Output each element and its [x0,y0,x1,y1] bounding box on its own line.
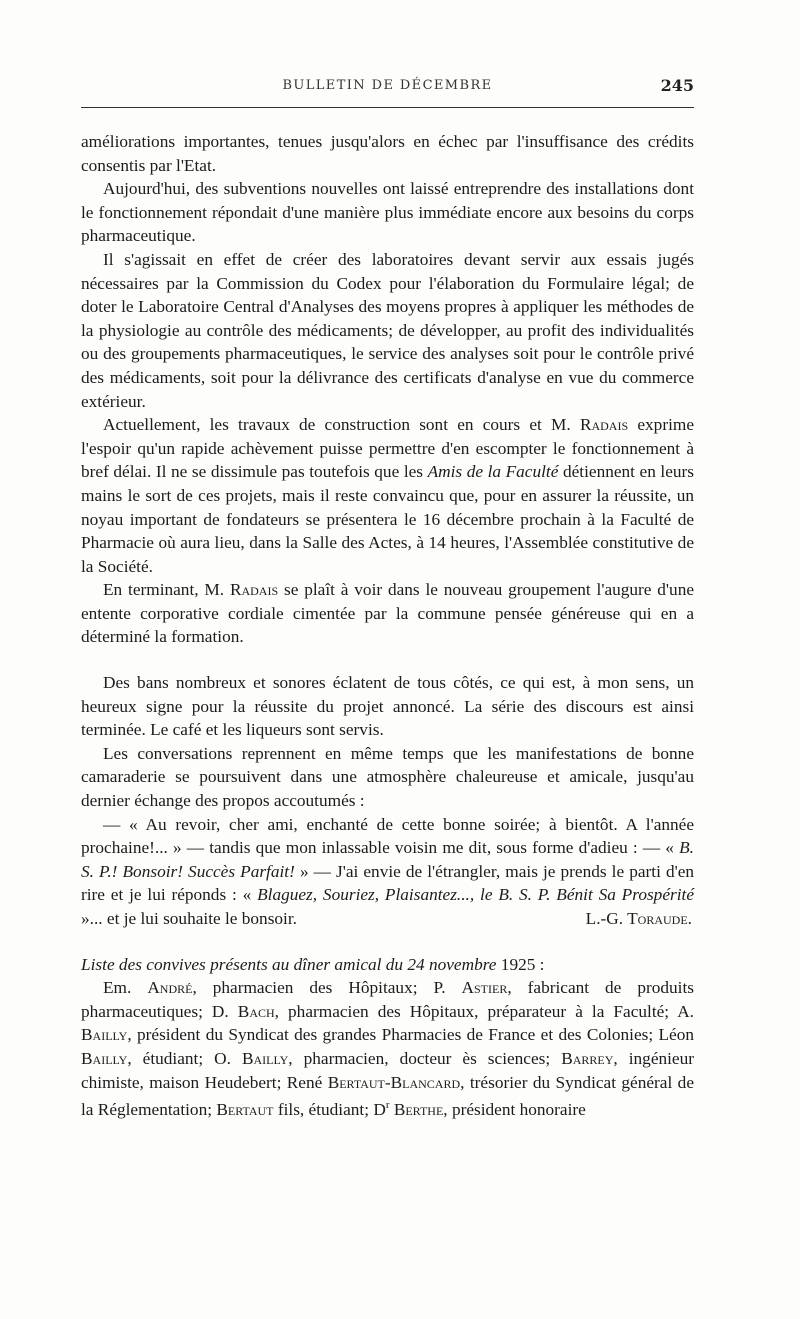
guest-list-text: , pharmacien, docteur ès sciences; [288,1048,562,1068]
paragraph-text: »... et je lui souhaite le bonsoir. [81,909,297,928]
paragraph-text: » — J'ai envie de l'étrangler, mais je prends le parti d'en rire et je lui réponds : « [81,861,695,905]
paragraph-text: Actuellement, les travaux de construction sont en cours et M. [103,415,571,435]
guest-list-text: , président du Syndicat des grandes Pharmacies de France et des Colonies; Léon [127,1025,694,1045]
guest-list-caption [81,953,694,977]
caption-year: 1925 : [500,954,545,974]
italic-text: B. S. P.! Bonsoir! Succès Parfait! [81,838,694,881]
paragraph-text: Il s'agissait en effet de créer des laboratoires devant servir aux essais jugés nécessaires par la Commission du Codex pour l'élaboration du Formulaire légal; de doter le Laboratoire Central d'Analyses des moyens propres à appliquer les méthodes de la physiologie au contrôle des médicaments; de développer, au profit des individualités ou des groupements pharmaceutiques, le service des analyses soit pour le contrôle privé des médicaments, soit pour la délivrance des certificats d'analyse en vue du commerce extérieur. [81,249,694,411]
paragraph [81,177,694,248]
guest-name: Berthe [393,1099,444,1119]
paragraph [81,742,694,813]
guest-list [81,976,694,1121]
italic-text: Blaguez, Souriez, Plaisantez..., le B. S. P. Bénit Sa Prospérité [257,885,694,905]
page-header [81,76,694,100]
paragraph-text: — « Au revoir, cher ami, enchanté de cette bonne soirée; à bientôt. A l'année prochaine!... » — tandis que mon inlassable voisin me dit, sous forme d'adieu : — « [81,814,694,858]
superscript: r [385,1099,390,1112]
paragraph [81,248,694,413]
guest-list-text: , étudiant; O. [127,1048,242,1068]
paragraph [81,578,694,649]
paragraph-text: Les conversations reprennent en même temps que les manifestations de bonne camaraderie se poursuivent dans une atmosphère chaleureuse et amicale, jusqu'au dernier échange des propos accoutumés : [81,743,694,811]
italic-text: Amis de la Faculté [427,462,559,482]
paragraph-text: Des bans nombreux et sonores éclatent de tous côtés, ce qui est, à mon sens, un heureux signe pour la réussite du projet annoncé. La série des discours est ainsi terminée. Le café et les liqueurs sont servis. [81,673,694,740]
paragraph-text: se plaît à voir dans le nouveau groupement l'augure d'une entente corporative cordiale cimentée par la commune pensée généreuse qui en a déterminé la formation. [81,580,695,647]
guest-list-text: , ingénieur chimiste, maison Heudebert; René [81,1048,694,1092]
header-rule [81,107,694,108]
caption-text: Liste des convives présents au dîner amical du 24 novembre [81,954,497,974]
guest-list-text: , président honoraire [443,1099,586,1119]
paragraph [81,413,694,578]
paragraph-text: détiennent en leurs mains le sort de ces projets, mais il reste convaincu que, pour en assurer la réussite, un noyau important de fondateurs se présentera le 16 décembre prochain à la Faculté de Pharmacie où aura lieu, dans la Salle des Actes, à 14 heures, l'Assemblée constitutive de la Société. [81,462,695,576]
guest-name: Bailly [81,1025,128,1045]
guest-list-text: , pharmacien des Hôpitaux, préparateur à la Faculté; A. [274,1001,694,1021]
paragraph-text: améliorations importantes, tenues jusqu'alors en échec par l'insuffisance des crédits consentis par l'Etat. [81,132,694,175]
section-gap [81,649,694,671]
paragraph [81,671,694,742]
person-name: Radais [579,415,629,435]
guest-name: Barrey [561,1048,614,1068]
page-number: 245 [660,76,694,95]
guest-list-text: , fabricant de produits pharmaceutiques; D. [81,978,694,1021]
body-text [81,130,694,1122]
paragraph [81,130,694,177]
guest-name: André [147,978,193,998]
signature: L.-G. Toraude. [585,909,692,928]
guest-name: Bailly [241,1048,289,1068]
guest-list-text: Em. [103,978,148,998]
guest-name: Bach [237,1001,275,1021]
paragraph-text: exprime l'espoir qu'un rapide achèvement puisse permettre d'en escompter le fonctionnement à bref délai. Il ne se dissimule pas toutefois que les [81,415,694,482]
guest-list-text: fils, étudiant; D [273,1099,386,1119]
paragraph-text: En terminant, M. [103,580,225,600]
guest-list-text: , trésorier du Syndicat général de la Réglementation; [81,1072,694,1119]
paragraph [81,813,694,931]
person-name: Radais [229,580,279,600]
guest-name: Astier [461,978,508,998]
guest-name: Bertaut-Blancard [327,1072,461,1092]
paragraph-text: Aujourd'hui, des subventions nouvelles ont laissé entreprendre des installations dont le fonctionnement répondait d'une manière plus immédiate encore aux besoins du corps pharmaceutique. [81,179,694,246]
guest-name: Bailly [81,1048,128,1068]
guest-list-text: , pharmacien des Hôpitaux; P. [192,978,462,998]
running-title: BULLETIN DE DÉCEMBRE [282,78,493,93]
guest-name: Bertaut [216,1099,274,1119]
